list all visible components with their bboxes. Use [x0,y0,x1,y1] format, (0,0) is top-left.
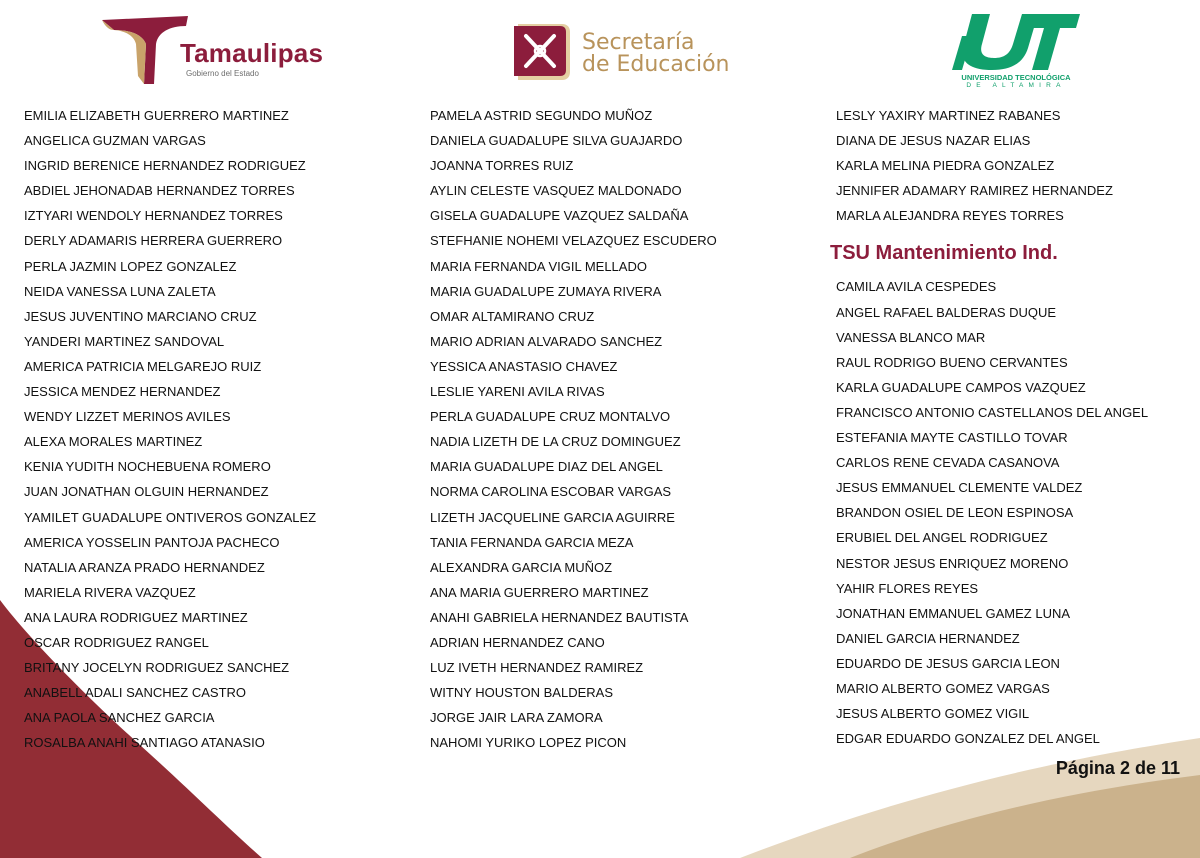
list-item: CARLOS RENE CEVADA CASANOVA [836,455,1060,471]
list-item: NORMA CAROLINA ESCOBAR VARGAS [430,484,672,500]
list-item: LUZ IVETH HERNANDEZ RAMIREZ [430,660,644,676]
list-item: DIANA DE JESUS NAZAR ELIAS [836,133,1031,149]
names-column-3 [830,103,1149,751]
tamaulipas-logo [100,14,330,86]
list-item: KARLA GUADALUPE CAMPOS VAZQUEZ [836,379,1086,395]
list-item: TANIA FERNANDA GARCIA MEZA [430,534,634,550]
list-item: DANIEL GARCIA HERNANDEZ [836,630,1020,646]
list-item: OSCAR RODRIGUEZ RANGEL [24,634,209,650]
list-item: CAMILA AVILA CESPEDES [836,279,997,295]
secretaria-line2: de Educación [582,52,730,77]
list-item: JENNIFER ADAMARY RAMIREZ HERNANDEZ [836,183,1113,199]
list-item: ALEXA MORALES MARTINEZ [24,434,203,450]
list-item: JESUS JUVENTINO MARCIANO CRUZ [24,308,257,324]
list-item: ANAHI GABRIELA HERNANDEZ BAUTISTA [430,609,689,625]
name-list [24,103,316,755]
list-item: ADRIAN HERNANDEZ CANO [430,634,605,650]
list-item: JOANNA TORRES RUIZ [430,158,574,174]
list-item: FRANCISCO ANTONIO CASTELLANOS DEL ANGEL [836,404,1149,420]
secretaria-line1: Secretaría [582,30,695,55]
list-item: NAHOMI YURIKO LOPEZ PICON [430,735,627,751]
list-item: AYLIN CELESTE VASQUEZ MALDONADO [430,183,682,199]
tamaulipas-name: Tamaulipas [180,38,324,68]
list-item: STEFHANIE NOHEMI VELAZQUEZ ESCUDERO [430,233,717,249]
list-item: ESTEFANIA MAYTE CASTILLO TOVAR [836,430,1068,446]
list-item: MARLA ALEJANDRA REYES TORRES [836,208,1064,224]
list-item: ANGEL RAFAEL BALDERAS DUQUE [836,304,1057,320]
list-item: DANIELA GUADALUPE SILVA GUAJARDO [430,133,683,149]
list-item: OMAR ALTAMIRANO CRUZ [430,308,595,324]
list-item: MARIA GUADALUPE DIAZ DEL ANGEL [430,459,663,475]
list-item: WENDY LIZZET MERINOS AVILES [24,409,231,425]
list-item: ERUBIEL DEL ANGEL RODRIGUEZ [836,530,1048,546]
list-item: KARLA MELINA PIEDRA GONZALEZ [836,158,1055,174]
list-item: NADIA LIZETH DE LA CRUZ DOMINGUEZ [430,434,681,450]
section-title: TSU Mantenimiento Ind. [830,242,1058,265]
names-column-1 [24,103,316,755]
list-item: MARIO ADRIAN ALVARADO SANCHEZ [430,333,663,349]
list-item: JUAN JONATHAN OLGUIN HERNANDEZ [24,484,269,500]
list-item: ROSALBA ANAHI SANTIAGO ATANASIO [24,735,265,751]
list-item: ANA LAURA RODRIGUEZ MARTINEZ [24,609,248,625]
list-item: DERLY ADAMARIS HERRERA GUERRERO [24,233,283,249]
list-item: YESSICA ANASTASIO CHAVEZ [430,358,618,374]
name-list [836,274,1148,751]
list-item: KENIA YUDITH NOCHEBUENA ROMERO [24,459,271,475]
list-item: LIZETH JACQUELINE GARCIA AGUIRRE [430,509,675,525]
list-item: ANA MARIA GUERRERO MARTINEZ [430,584,649,600]
secretaria-logo [512,20,742,84]
header-logos [0,0,1200,100]
list-item: PAMELA ASTRID SEGUNDO MUÑOZ [430,108,653,123]
list-item: ALEXANDRA GARCIA MUÑOZ [430,559,613,575]
list-item: MARIO ALBERTO GOMEZ VARGAS [836,680,1050,696]
list-item: PERLA JAZMIN LOPEZ GONZALEZ [24,258,237,274]
list-item: ANABELL ADALI SANCHEZ CASTRO [24,685,247,701]
list-item: NATALIA ARANZA PRADO HERNANDEZ [24,559,265,575]
page-number: Página 2 de 11 [1055,758,1180,778]
list-item: LESLIE YARENI AVILA RIVAS [430,384,605,400]
list-item: YANDERI MARTINEZ SANDOVAL [24,333,225,349]
list-item: INGRID BERENICE HERNANDEZ RODRIGUEZ [24,158,306,174]
list-item: IZTYARI WENDOLY HERNANDEZ TORRES [24,208,283,224]
ut-monogram-icon [948,10,1084,72]
list-item: EMILIA ELIZABETH GUERRERO MARTINEZ [24,108,289,123]
list-item: MARIELA RIVERA VAZQUEZ [24,584,196,600]
list-item: YAMILET GUADALUPE ONTIVEROS GONZALEZ [24,509,317,525]
list-item: LESLY YAXIRY MARTINEZ RABANES [836,108,1061,123]
ut-name-line1: UNIVERSIDAD TECNOLÓGICA [961,73,1071,82]
list-item: JESSICA MENDEZ HERNANDEZ [24,384,221,400]
list-item: YAHIR FLORES REYES [836,580,979,596]
secretaria-emblem-icon [512,22,572,82]
list-item: JORGE JAIR LARA ZAMORA [430,710,603,726]
list-item: AMERICA YOSSELIN PANTOJA PACHECO [24,534,280,550]
list-item: JESUS EMMANUEL CLEMENTE VALDEZ [836,480,1083,496]
name-list [836,103,1148,228]
list-item: EDUARDO DE JESUS GARCIA LEON [836,655,1060,671]
list-item: GISELA GUADALUPE VAZQUEZ SALDAÑA [430,208,689,224]
tamaulipas-emblem-icon [100,14,190,86]
list-item: WITNY HOUSTON BALDERAS [430,685,613,701]
tamaulipas-subtitle: Gobierno del Estado [186,69,259,78]
names-column-2 [430,103,717,755]
list-item: BRITANY JOCELYN RODRIGUEZ SANCHEZ [24,660,290,676]
list-item: MARIA GUADALUPE ZUMAYA RIVERA [430,283,662,299]
list-item: NESTOR JESUS ENRIQUEZ MORENO [836,555,1069,571]
list-item: NEIDA VANESSA LUNA ZALETA [24,283,216,299]
list-item: PERLA GUADALUPE CRUZ MONTALVO [430,409,671,425]
list-item: ABDIEL JEHONADAB HERNANDEZ TORRES [24,183,295,199]
list-item: BRANDON OSIEL DE LEON ESPINOSA [836,505,1074,521]
list-item: ANGELICA GUZMAN VARGAS [24,133,206,149]
list-item: VANESSA BLANCO MAR [836,329,986,345]
list-item: EDGAR EDUARDO GONZALEZ DEL ANGEL [836,731,1100,747]
list-item: ANA PAOLA SANCHEZ GARCIA [24,710,215,726]
list-item: JESUS ALBERTO GOMEZ VIGIL [836,706,1030,722]
ut-name-line2: DE ALTAMIRA [966,82,1066,89]
ut-altamira-logo [948,10,1088,90]
name-list [430,103,717,755]
list-item: RAUL RODRIGO BUENO CERVANTES [836,354,1068,370]
list-item: MARIA FERNANDA VIGIL MELLADO [430,258,647,274]
list-item: JONATHAN EMMANUEL GAMEZ LUNA [836,605,1071,621]
list-item: AMERICA PATRICIA MELGAREJO RUIZ [24,358,262,374]
